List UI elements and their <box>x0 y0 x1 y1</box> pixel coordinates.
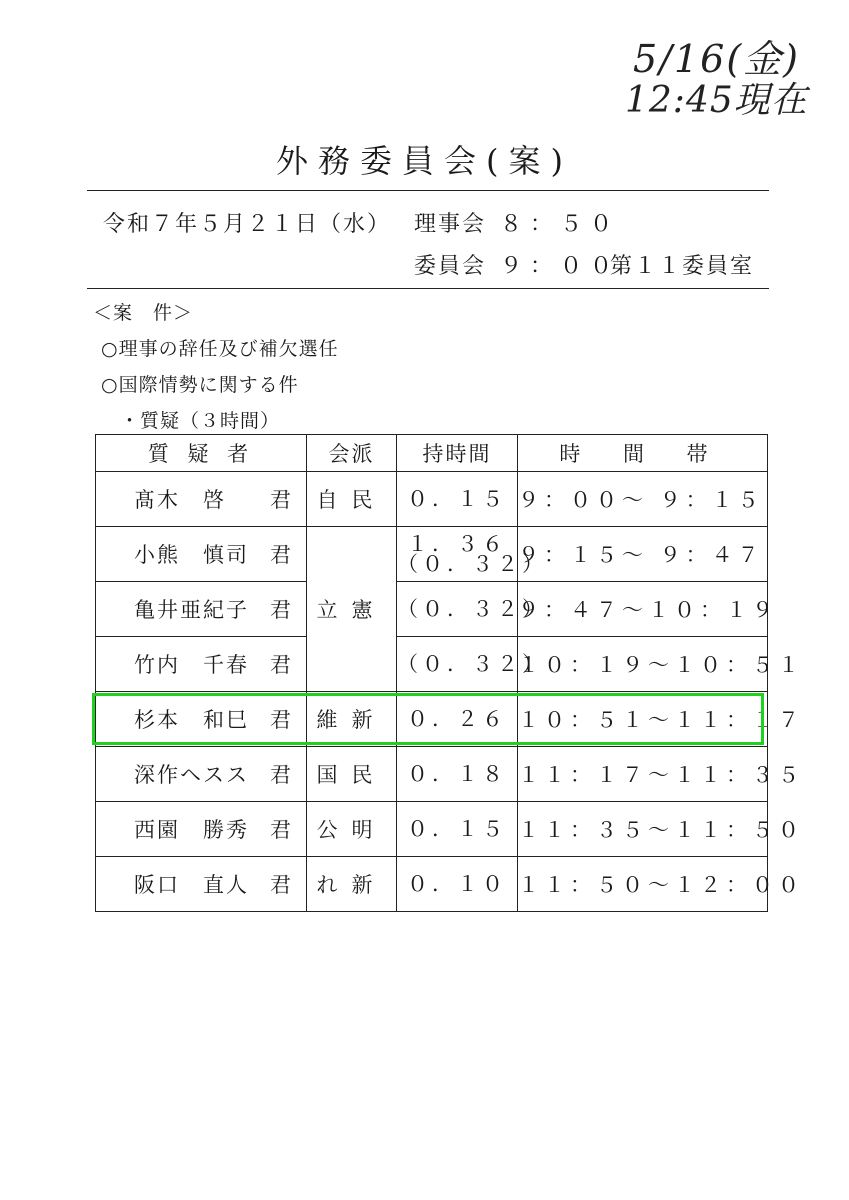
time-cell: ０．１８ <box>397 747 518 802</box>
table-row <box>96 582 768 637</box>
honorific: 君 <box>270 598 293 622</box>
party-cell: れ新 <box>307 857 397 912</box>
committee-label: 委員会 <box>414 254 487 279</box>
agenda-item-2: ○国際情勢に関する件 <box>101 374 299 396</box>
questioner-name: 杉本 和巳 <box>134 708 249 732</box>
party-cell-merged: 立憲 <box>307 527 397 692</box>
board-time: ８：５０ <box>500 212 621 237</box>
agenda-heading: ＜案 件＞ <box>93 302 194 324</box>
header-questioner: 質 疑 者 <box>96 435 307 472</box>
time-cell: ０．１５ <box>397 472 518 527</box>
agenda-item-1: ○理事の辞任及び補欠選任 <box>101 338 339 360</box>
slot-cell: ９：４７～１０：１９ <box>518 582 768 637</box>
slot-cell: １１：１７～１１：３５ <box>518 747 768 802</box>
header-party: 会派 <box>307 435 397 472</box>
table-row <box>96 472 768 527</box>
slot-cell: １１：５０～１２：００ <box>518 857 768 912</box>
highlight-box <box>92 693 764 745</box>
questioner-name: 西園 勝秀 <box>134 818 249 842</box>
table-row <box>96 802 768 857</box>
time-main: １．３６ <box>407 532 507 556</box>
questioner-cell <box>96 637 307 692</box>
board-label: 理事会 <box>414 212 487 237</box>
party-cell: 国民 <box>307 747 397 802</box>
time-cell: ０．１０ <box>397 857 518 912</box>
questioner-name: 髙木 啓 <box>134 488 226 512</box>
slot-cell: ９：００～ ９：１５ <box>518 472 768 527</box>
honorific: 君 <box>270 653 293 677</box>
slot-cell: １０：５１～１１：１７ <box>518 692 768 747</box>
questioner-cell <box>96 527 307 582</box>
handwritten-time: 12:45現在 <box>625 80 808 121</box>
party-cell: 自民 <box>307 472 397 527</box>
schedule-table <box>95 434 804 912</box>
header-time: 持時間 <box>397 435 518 472</box>
time-cell: ０．２６ <box>397 692 518 747</box>
questioner-cell <box>96 857 307 912</box>
divider-top <box>87 190 769 191</box>
questioner-name: 深作ヘスス <box>134 763 249 787</box>
table-header-row <box>96 435 768 472</box>
honorific: 君 <box>270 818 293 842</box>
header-slot: 時 間 帯 <box>518 435 768 472</box>
time-cell: ０．１５ <box>397 802 518 857</box>
party-cell: 公明 <box>307 802 397 857</box>
questioner-cell <box>96 472 307 527</box>
questioner-name: 小熊 慎司 <box>134 543 249 567</box>
divider-bottom <box>87 288 769 289</box>
time-cell: （０．３２） <box>397 582 518 637</box>
agenda-subitem: ・質疑（３時間） <box>120 410 281 432</box>
questioner-cell <box>96 747 307 802</box>
time-cell <box>397 527 547 582</box>
honorific: 君 <box>270 543 293 567</box>
time-sub: （０．３２） <box>397 552 547 576</box>
questioner-name: 竹内 千春 <box>134 653 249 677</box>
party-cell: 維新 <box>307 692 397 747</box>
committee-room: 第１１委員室 <box>610 254 755 279</box>
meeting-date: 令和７年５月２１日（水） <box>103 212 392 237</box>
questioner-cell <box>96 582 307 637</box>
honorific: 君 <box>270 763 293 787</box>
committee-time: ９：００ <box>500 254 621 279</box>
slot-cell: ９：１５～ ９：４７ <box>518 527 768 582</box>
slot-cell: １０：１９～１０：５１ <box>518 637 768 692</box>
honorific: 君 <box>270 488 293 512</box>
time-cell: （０．３２） <box>397 637 518 692</box>
honorific: 君 <box>270 708 293 732</box>
questioner-cell <box>96 802 307 857</box>
slot-cell: １１：３５～１１：５０ <box>518 802 768 857</box>
table-row <box>96 747 768 802</box>
handwritten-date: 5/16(金) <box>633 37 800 81</box>
table-row <box>96 857 768 912</box>
page-title: 外務委員会(案) <box>276 142 573 180</box>
table-row <box>96 527 768 582</box>
questioner-name: 亀井亜紀子 <box>134 598 249 622</box>
honorific: 君 <box>270 873 293 897</box>
table-row <box>96 637 768 692</box>
questioner-name: 阪口 直人 <box>134 873 249 897</box>
